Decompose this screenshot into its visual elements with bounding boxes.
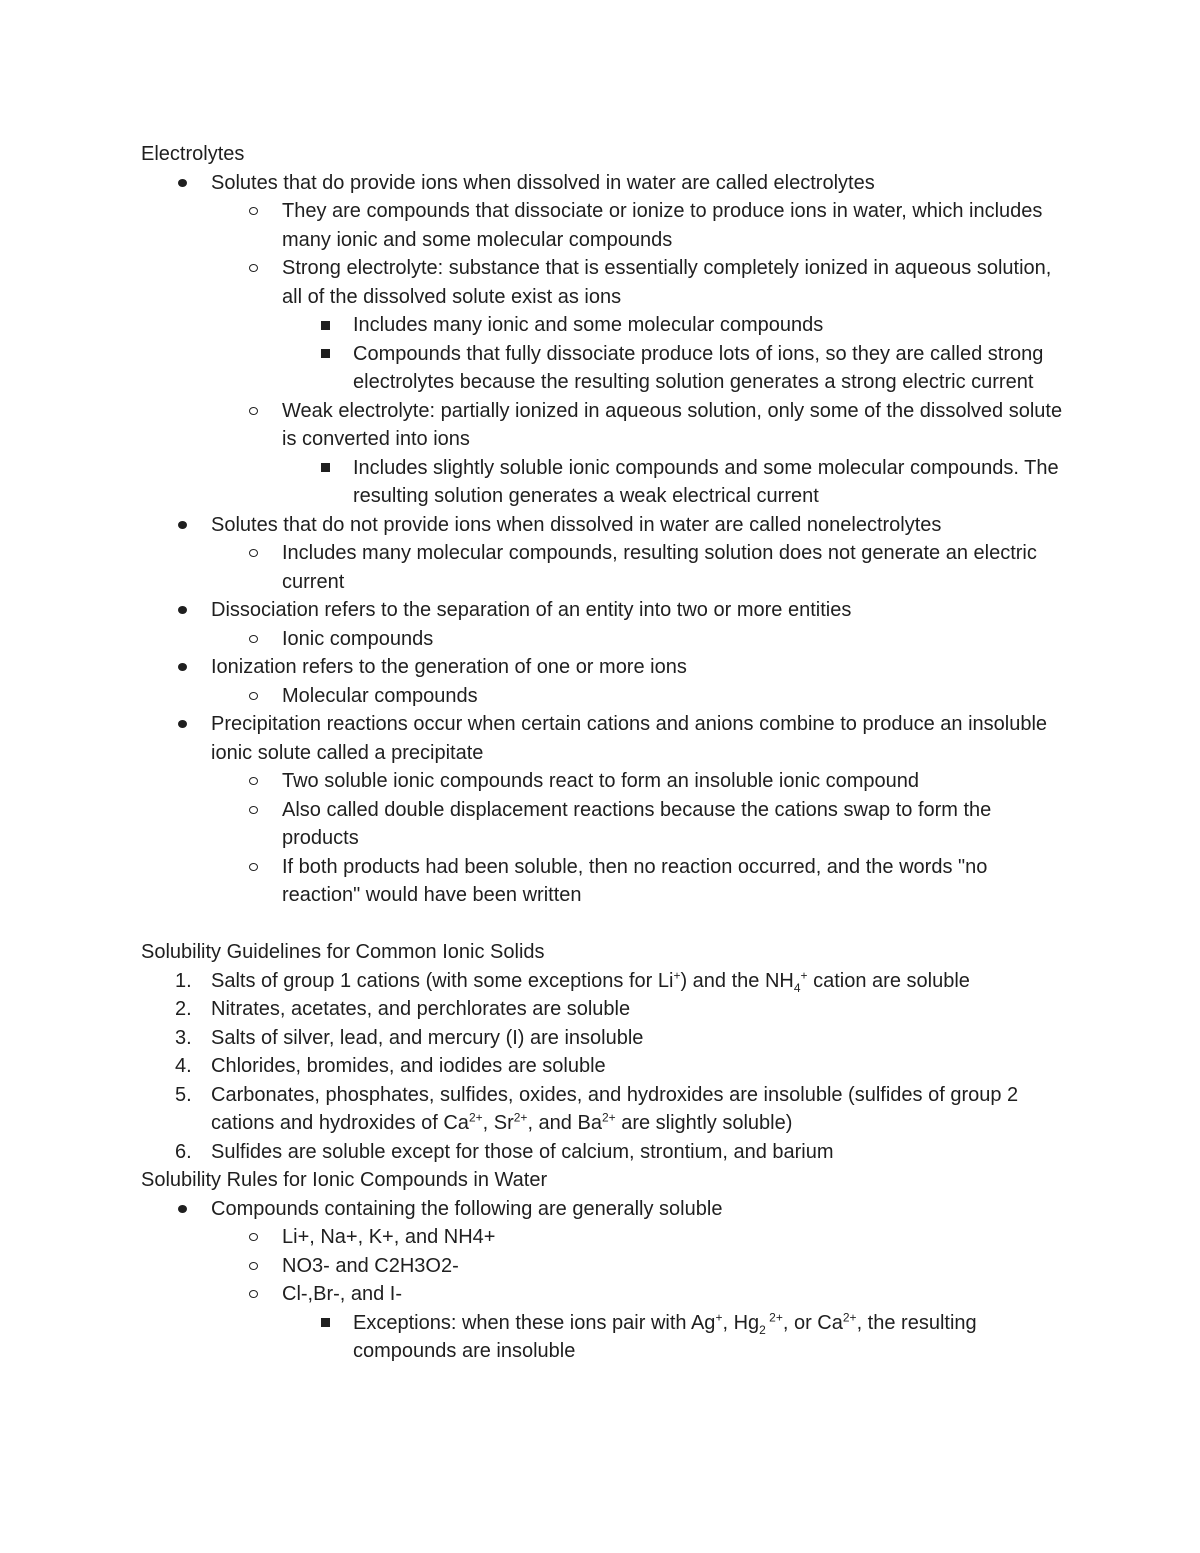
- list-item: Li+, Na+, K+, and NH4+: [141, 1223, 1071, 1252]
- list-item: 1. Salts of group 1 cations (with some exceptions for Li+) and the $NH_4^+$ cation are soluble: [175, 967, 970, 995]
- bullet-circle-icon: [249, 539, 258, 568]
- list-item: Includes many ionic and some molecular compounds: [141, 311, 1071, 340]
- list-number: 6.: [175, 1140, 192, 1163]
- bullet-circle-icon: [249, 853, 258, 882]
- rules-list: [141, 1195, 1071, 1366]
- guidelines-heading: Solubility Guidelines for Common Ionic Solids: [141, 941, 545, 963]
- bullet-circle-icon: [249, 796, 258, 825]
- bullet-circle-icon: [249, 1280, 258, 1309]
- bullet-square-icon: [321, 454, 330, 483]
- bullet-circle-icon: [249, 254, 258, 283]
- list-number: 3.: [175, 1026, 192, 1049]
- bullet-dot-icon: [178, 511, 187, 540]
- list-item: Ionization refers to the generation of one or more ions: [141, 653, 1071, 682]
- list-item: Dissociation refers to the separation of an entity into two or more entities: [141, 596, 1071, 625]
- list-number: 4.: [175, 1055, 192, 1077]
- bullet-dot-icon: [178, 596, 187, 625]
- list-item: Ionic compounds: [141, 625, 1071, 654]
- list-item: Also called double displacement reactions because the cations swap to form the products: [141, 796, 1071, 853]
- bullet-square-icon: [321, 311, 330, 340]
- list-item: Solutes that do provide ions when dissolved in water are called electrolytes: [141, 169, 1071, 198]
- list-item: Weak electrolyte: partially ionized in aqueous solution, only some of the dissolved solute is converted into ions: [141, 397, 1071, 454]
- list-item: Molecular compounds: [141, 682, 1071, 711]
- bullet-circle-icon: [249, 767, 258, 796]
- list-item: Precipitation reactions occur when certain cations and anions combine to produce an insoluble ionic solute called a precipitate: [141, 710, 1071, 767]
- list-item: Solutes that do not provide ions when dissolved in water are called nonelectrolytes: [141, 511, 1071, 540]
- list-item: Strong electrolyte: substance that is essentially completely ionized in aqueous solution, all of the dissolved solute exist as ions: [141, 254, 1071, 311]
- list-item: 6. Sulfides are soluble except for those of calcium, strontium, and barium: [141, 1138, 1071, 1167]
- list-item: If both products had been soluble, then no reaction occurred, and the words "no reaction" would have been written: [141, 853, 1071, 910]
- list-item: Includes many molecular compounds, resulting solution does not generate an electric current: [141, 539, 1071, 596]
- bullet-circle-icon: [249, 682, 258, 711]
- guidelines-list: [141, 967, 1071, 1167]
- bullet-square-icon: [321, 340, 330, 369]
- list-item: 3. Salts of silver, lead, and mercury (I) are insoluble: [141, 1024, 1071, 1053]
- bullet-circle-icon: [249, 625, 258, 654]
- rules-heading: Solubility Rules for Ionic Compounds in Water: [141, 1169, 548, 1191]
- list-item: 2. Nitrates, acetates, and perchlorates are soluble: [141, 995, 1071, 1024]
- bullet-square-icon: [321, 1309, 330, 1338]
- list-item: They are compounds that dissociate or ionize to produce ions in water, which includes many ionic and some molecular compounds: [141, 197, 1071, 254]
- bullet-circle-icon: [249, 197, 258, 226]
- list-item: Two soluble ionic compounds react to form an insoluble ionic compound: [141, 767, 1071, 796]
- list-item: Cl-,Br-, and I-: [141, 1280, 1071, 1309]
- list-item: Exceptions: when these ions pair with Ag+, $Hg_2$ $^{2+}$, or $Ca^{2+}$, the resulting compounds are insoluble: [141, 1309, 1071, 1366]
- list-item: NO3- and C2H3O2-: [141, 1252, 1071, 1281]
- blank-line: [141, 910, 1071, 939]
- electrolytes-list: [141, 169, 1071, 910]
- document-page: [141, 140, 1071, 1366]
- electrolytes-heading: Electrolytes: [141, 143, 245, 165]
- list-number: 1.: [175, 969, 192, 992]
- list-item: Compounds containing the following are generally soluble: [141, 1195, 1071, 1224]
- list-item: 4. Chlorides, bromides, and iodides are soluble: [141, 1052, 1071, 1081]
- list-item: 5. Carbonates, phosphates, sulfides, oxides, and hydroxides are insoluble (sulfides of group 2 cations and hydroxides of $Ca^{2+}$, $Sr^{2+}$, and $Ba^{2+}$ are slightly soluble): [141, 1081, 1071, 1138]
- bullet-circle-icon: [249, 1252, 258, 1281]
- bullet-circle-icon: [249, 397, 258, 426]
- bullet-dot-icon: [178, 1195, 187, 1224]
- list-item: Compounds that fully dissociate produce lots of ions, so they are called strong electrolytes because the resulting solution generates a strong electric current: [141, 340, 1071, 397]
- list-item: Includes slightly soluble ionic compounds and some molecular compounds. The resulting solution generates a weak electrical current: [141, 454, 1071, 511]
- list-number: 2.: [175, 998, 192, 1020]
- bullet-dot-icon: [178, 169, 187, 198]
- bullet-dot-icon: [178, 710, 187, 739]
- bullet-circle-icon: [249, 1223, 258, 1252]
- bullet-dot-icon: [178, 653, 187, 682]
- list-number: 5.: [175, 1083, 192, 1106]
